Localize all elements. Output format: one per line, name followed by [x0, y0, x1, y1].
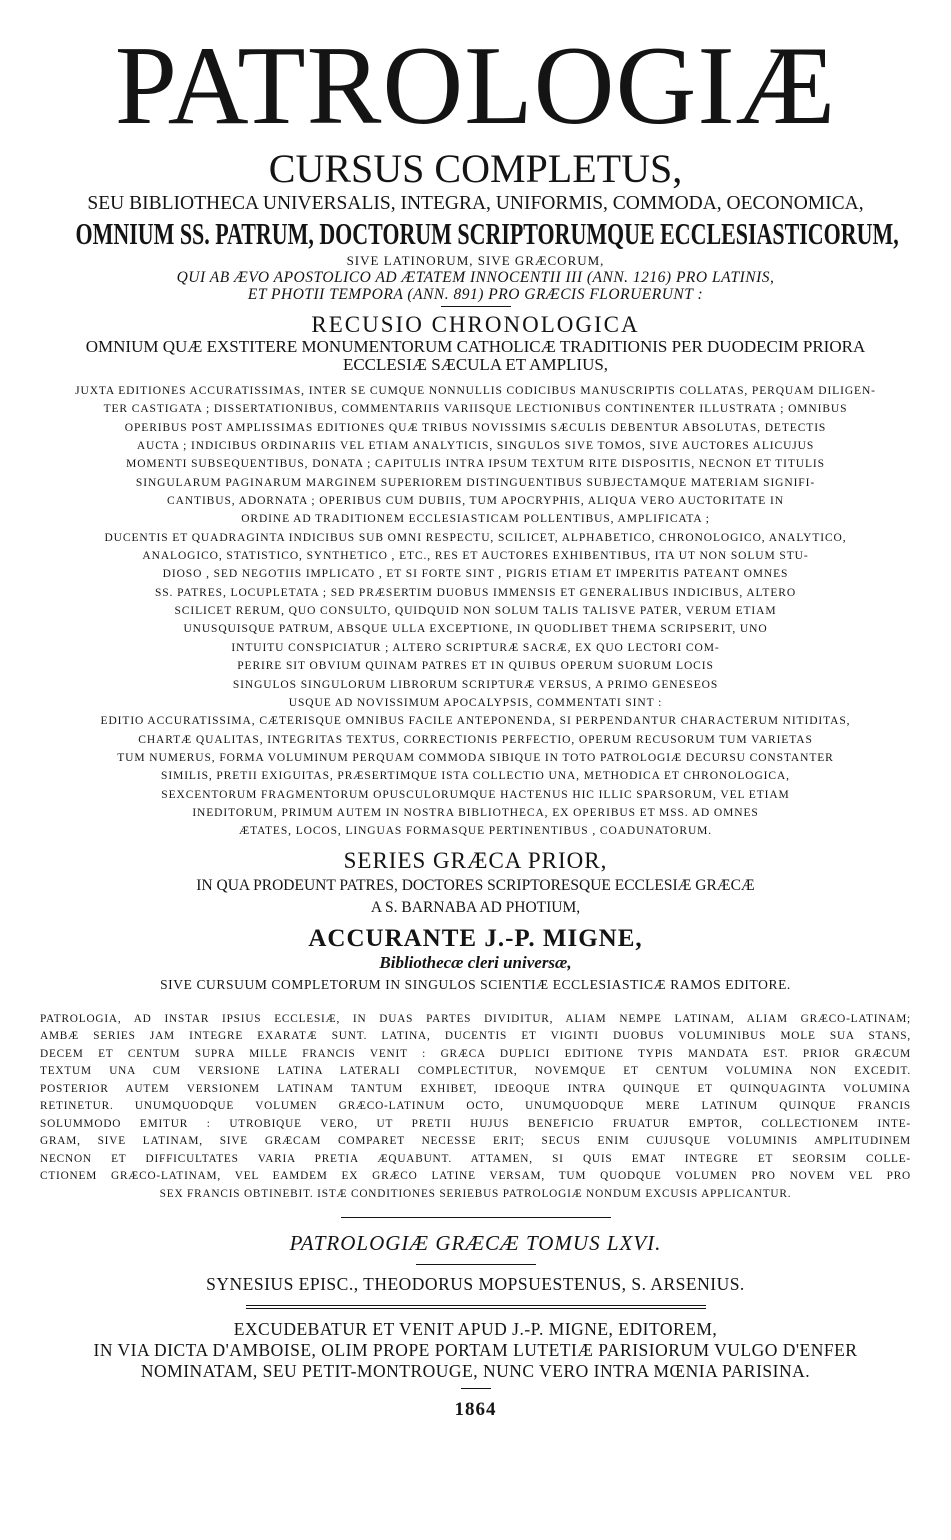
- recusio-heading: RECUSIO CHRONOLOGICA: [311, 312, 640, 337]
- ducentis-line: DUCENTIS ET QUADRAGINTA INDICIBUS SUB OMNI RESPECTU, SCILICET, ALPHABETICO, CHRONOLOGICO, ANALYTICO,: [104, 531, 847, 544]
- juxta-line: CANTIBUS, ADORNATA ; OPERIBUS CUM DUBIIS, TUM APOCRYPHIS, ALIQUA VERO AUCTORITATE IN: [167, 495, 784, 508]
- juxta-line: SINGULARUM PAGINARUM MARGINEM SUPERIOREM DISTINGUENTIBUS SUBJECTAMQUE MATERIAM SIGNIFI-: [135, 476, 816, 489]
- subtitle: CURSUS COMPLETUS,: [268, 146, 683, 191]
- juxta-line: OPERIBUS POST AMPLISSIMAS EDITIONES QUÆ TRIBUS NOVISSIMIS SÆCULIS DEBENTUR ABSOLUTAS, DETECTIS: [124, 421, 827, 434]
- ducentis-line: UNUSQUISQUE PATRUM, ABSQUE ULLA EXCEPTIONE, IN QUODLIBET THEMA SCRIPSERIT, UNO: [183, 623, 768, 636]
- omnium-block: [40, 338, 911, 374]
- patrologia-line: NECNON ET DIFFICULTATES VARIA PRETIA ÆQUABUNT. ATTAMEN, SI QUIS EMAT INTEGRE ET SEORSIM COLLE-: [40, 1152, 911, 1165]
- patrologia-line: POSTERIOR AUTEM VERSIONEM LATINAM TANTUM EXHIBET, IDEOQUE INTRA QUINQUE ET QUINQUAGINTA VOLUMINA: [40, 1082, 911, 1095]
- divider: [341, 1217, 611, 1218]
- editio-line: ÆTATES, LOCOS, LINGUAS FORMASQUE PERTINENTIBUS , COADUNATORUM.: [238, 825, 713, 838]
- ducentis-line: USQUE AD NOVISSIMUM APOCALYPSIS, COMMENTATI SINT :: [288, 696, 663, 709]
- patrologia-line: PATROLOGIA, AD INSTAR IPSIUS ECCLESIÆ, IN DUAS PARTES DIVIDITUR, ALIAM NEMPE LATINAM, ALIAM GRÆCO-LATINAM;: [40, 1012, 911, 1025]
- in-qua-line: A S. BARNABA AD PHOTIUM,: [370, 898, 581, 916]
- qui-line: ET PHOTII TEMPORA (ANN. 891) PRO GRÆCIS FLORUERUNT :: [247, 286, 704, 303]
- main-title: PATROLOGIÆ: [114, 24, 837, 148]
- patrologia-line: RETINETUR. UNUMQUODQUE VOLUMEN GRÆCO-LATINUM OCTO, UNUMQUODQUE MERE LATINUM QUINQUE FRANCIS: [40, 1100, 911, 1113]
- imprint-line: EXCUDEBATUR ET VENIT APUD J.-P. MIGNE, EDITOREM,: [233, 1319, 718, 1340]
- patrologia-line: GRAM, SIVE LATINAM, SIVE GRÆCAM COMPARET NECESSE ERIT; SECUS ENIM CUJUSQUE VOLUMINIS AMPLITUDINEM: [40, 1135, 911, 1148]
- divider: [441, 306, 511, 307]
- ducentis-line: PERIRE SIT OBVIUM QUINAM PATRES ET IN QUIBUS OPERUM SUORUM LOCIS: [237, 660, 714, 673]
- juxta-line: MOMENTI SUBSEQUENTIBUS, DONATA ; CAPITULIS INTRA IPSUM TEXTUM RITE DISPOSITIS, NECNON ET TITULIS: [126, 458, 825, 471]
- omnium-patrum-line: OMNIUM SS. PATRUM, DOCTORUM SCRIPTORUMQUE ECCLESIASTICORUM,: [75, 217, 899, 251]
- qui-line: QUI AB ÆVO APOSTOLICO AD ÆTATEM INNOCENTII III (ANN. 1216) PRO LATINIS,: [176, 269, 775, 286]
- bibliothecae-line: Bibliothecæ cleri universæ,: [379, 952, 572, 972]
- juxta-line: AUCTA ; INDICIBUS ORDINARIIS VEL ETIAM ANALYTICIS, SINGULOS SIVE TOMOS, SIVE AUCTORES ALICUJUS: [136, 440, 815, 453]
- divider: [246, 1308, 706, 1309]
- ducentis-line: INTUITU CONSPICIATUR ; ALTERO SCRIPTURÆ SACRÆ, EX QUO LECTORI COM-: [231, 641, 720, 654]
- patrologia-line: SEX FRANCIS OBTINEBIT. ISTÆ CONDITIONES SERIEBUS PATROLOGIÆ NONDUM EXCUSIS APPLICANTUR.: [159, 1187, 792, 1200]
- omnium-line: ECCLESIÆ SÆCULA ET AMPLIUS,: [342, 355, 609, 374]
- patrologia-line: SOLUMMODO EMITUR : UTROBIQUE VERO, UT PRETII HUJUS BENEFICIO FRUATUR EMPTOR, COLLECTIONEM INTE-: [40, 1117, 911, 1130]
- series-heading: SERIES GRÆCA PRIOR,: [343, 847, 608, 873]
- divider: [416, 1264, 536, 1265]
- imprint-line: IN VIA DICTA D'AMBOISE, OLIM PROPE PORTAM LUTETIÆ PARISIORUM VULGO D'ENFER: [93, 1340, 858, 1361]
- patrologia-line: DECEM ET CENTUM SUPRA MILLE FRANCIS VENIT : GRÆCA DUPLICI EDITIONE TYPIS MANDATA EST. PRIOR GRÆCUM: [40, 1047, 911, 1060]
- ducentis-line: ANALOGICO, STATISTICO, SYNTHETICO , ETC., RES ET AUCTORES EXHIBENTIBUS, ITA UT NON SOLUM STU-: [142, 550, 809, 563]
- editio-line: TUM NUMERUS, FORMA VOLUMINUM PERQUAM COMMODA SIBIQUE IN TOTO PATROLOGIÆ DECURSU CONSTANTER: [117, 751, 834, 764]
- patrologia-block: [40, 1011, 911, 1204]
- tomus-heading: PATROLOGIÆ GRÆCÆ TOMUS LXVI.: [289, 1231, 662, 1256]
- ducentis-line: DIOSO , SED NEGOTIIS IMPLICATO , ET SI FORTE SINT , PIGRIS ETIAM ET IMPERITIS PATEANT OMNES: [162, 568, 789, 581]
- juxta-block: [40, 382, 911, 529]
- descriptor-line: SEU BIBLIOTHECA UNIVERSALIS, INTEGRA, UNIFORMIS, COMMODA, OECONOMICA,: [87, 193, 864, 214]
- in-qua-line: IN QUA PRODEUNT PATRES, DOCTORES SCRIPTORESQUE ECCLESIÆ GRÆCÆ: [196, 876, 755, 894]
- patrologia-line: TEXTUM UNA CUM VERSIONE LATINA LATERALI COMPLECTITUR, NOVEMQUE ET CENTUM VOLUMINA NON EXCEDIT.: [40, 1065, 911, 1078]
- patrologia-line: AMBÆ SERIES JAM INTEGRE EXARATÆ SUNT. LATINA, DUCENTIS ET VIGINTI DUOBUS VOLUMINIBUS MOLE SUA STANS,: [40, 1030, 911, 1043]
- editio-block: [40, 712, 911, 840]
- editio-line: SIMILIS, PRETII EXIGUITAS, PRÆSERTIMQUE ISTA COLLECTIO UNA, METHODICA ET CHRONOLOGICA,: [161, 770, 790, 783]
- qui-block: [40, 269, 911, 303]
- ducentis-line: SCILICET RERUM, QUO CONSULTO, QUIDQUID NON SOLUM TALIS TALISVE PATER, VERUM ETIAM: [174, 605, 777, 618]
- editio-line: CHARTÆ QUALITAS, INTEGRITAS TEXTUS, CORRECTIONIS PERFECTIO, OPERUM RECUSORUM TUM VARIETAS: [138, 733, 813, 746]
- ducentis-block: [40, 529, 911, 712]
- omnium-line: OMNIUM QUÆ EXSTITERE MONUMENTORUM CATHOLICÆ TRADITIONIS PER DUODECIM PRIORA: [85, 337, 866, 356]
- divider: [246, 1305, 706, 1306]
- juxta-line: TER CASTIGATA ; DISSERTATIONIBUS, COMMENTARIIS VARIISQUE LECTIONIBUS CONTINENTER ILLUSTRATA ; OMNIBUS: [103, 403, 848, 416]
- sive-line: SIVE LATINORUM, SIVE GRÆCORUM,: [346, 253, 605, 268]
- editio-line: INEDITORUM, PRIMUM AUTEM IN NOSTRA BIBLIOTHECA, EX OPERIBUS ET MSS. AD OMNES: [192, 806, 759, 819]
- patrologia-line: CTIONEM GRÆCO-LATINAM, VEL EAMDEM EX GRÆCO LATINE VERSAM, TUM QUODQUE VOLUMEN PRO NOVEM VEL PRO: [40, 1170, 911, 1183]
- editio-line: SEXCENTORUM FRAGMENTORUM OPUSCULORUMQUE HACTENUS HIC ILLIC SPARSORUM, VEL ETIAM: [161, 788, 790, 801]
- ducentis-line: SINGULOS SINGULORUM LIBRORUM SCRIPTURÆ VERSUS, A PRIMO GENESEOS: [232, 678, 719, 691]
- editor-heading: ACCURANTE J.-P. MIGNE,: [308, 924, 643, 952]
- juxta-line: JUXTA EDITIONES ACCURATISSIMAS, INTER SE CUMQUE NONNULLIS CODICIBUS MANUSCRIPTIS COLLATAS, PERQUAM DILIGEN-: [75, 385, 876, 397]
- authors-line: SYNESIUS EPISC., THEODORUS MOPSUESTENUS, S. ARSENIUS.: [206, 1274, 745, 1295]
- imprint-line: NOMINATAM, SEU PETIT-MONTROUGE, NUNC VERO INTRA MŒNIA PARISINA.: [140, 1361, 811, 1382]
- ducentis-line: SS. PATRES, LOCUPLETATA ; SED PRÆSERTIM DUOBUS IMMENSIS ET GENERALIBUS INDICIBUS, ALTERO: [154, 586, 797, 599]
- divider: [461, 1388, 491, 1389]
- juxta-line: ORDINE AD TRADITIONEM ECCLESIASTICAM POLLENTIBUS, AMPLIFICATA ;: [241, 513, 710, 526]
- imprint-block: [40, 1319, 911, 1382]
- publication-year: 1864: [454, 1399, 497, 1421]
- in-qua-block: [40, 875, 911, 919]
- sive-cursuum-line: SIVE CURSUUM COMPLETORUM IN SINGULOS SCIENTIÆ ECCLESIASTICÆ RAMOS EDITORE.: [160, 976, 791, 992]
- editio-line: EDITIO ACCURATISSIMA, CÆTERISQUE OMNIBUS FACILE ANTEPONENDA, SI PERPENDANTUR CHARACTERUM NITIDITAS,: [100, 715, 851, 728]
